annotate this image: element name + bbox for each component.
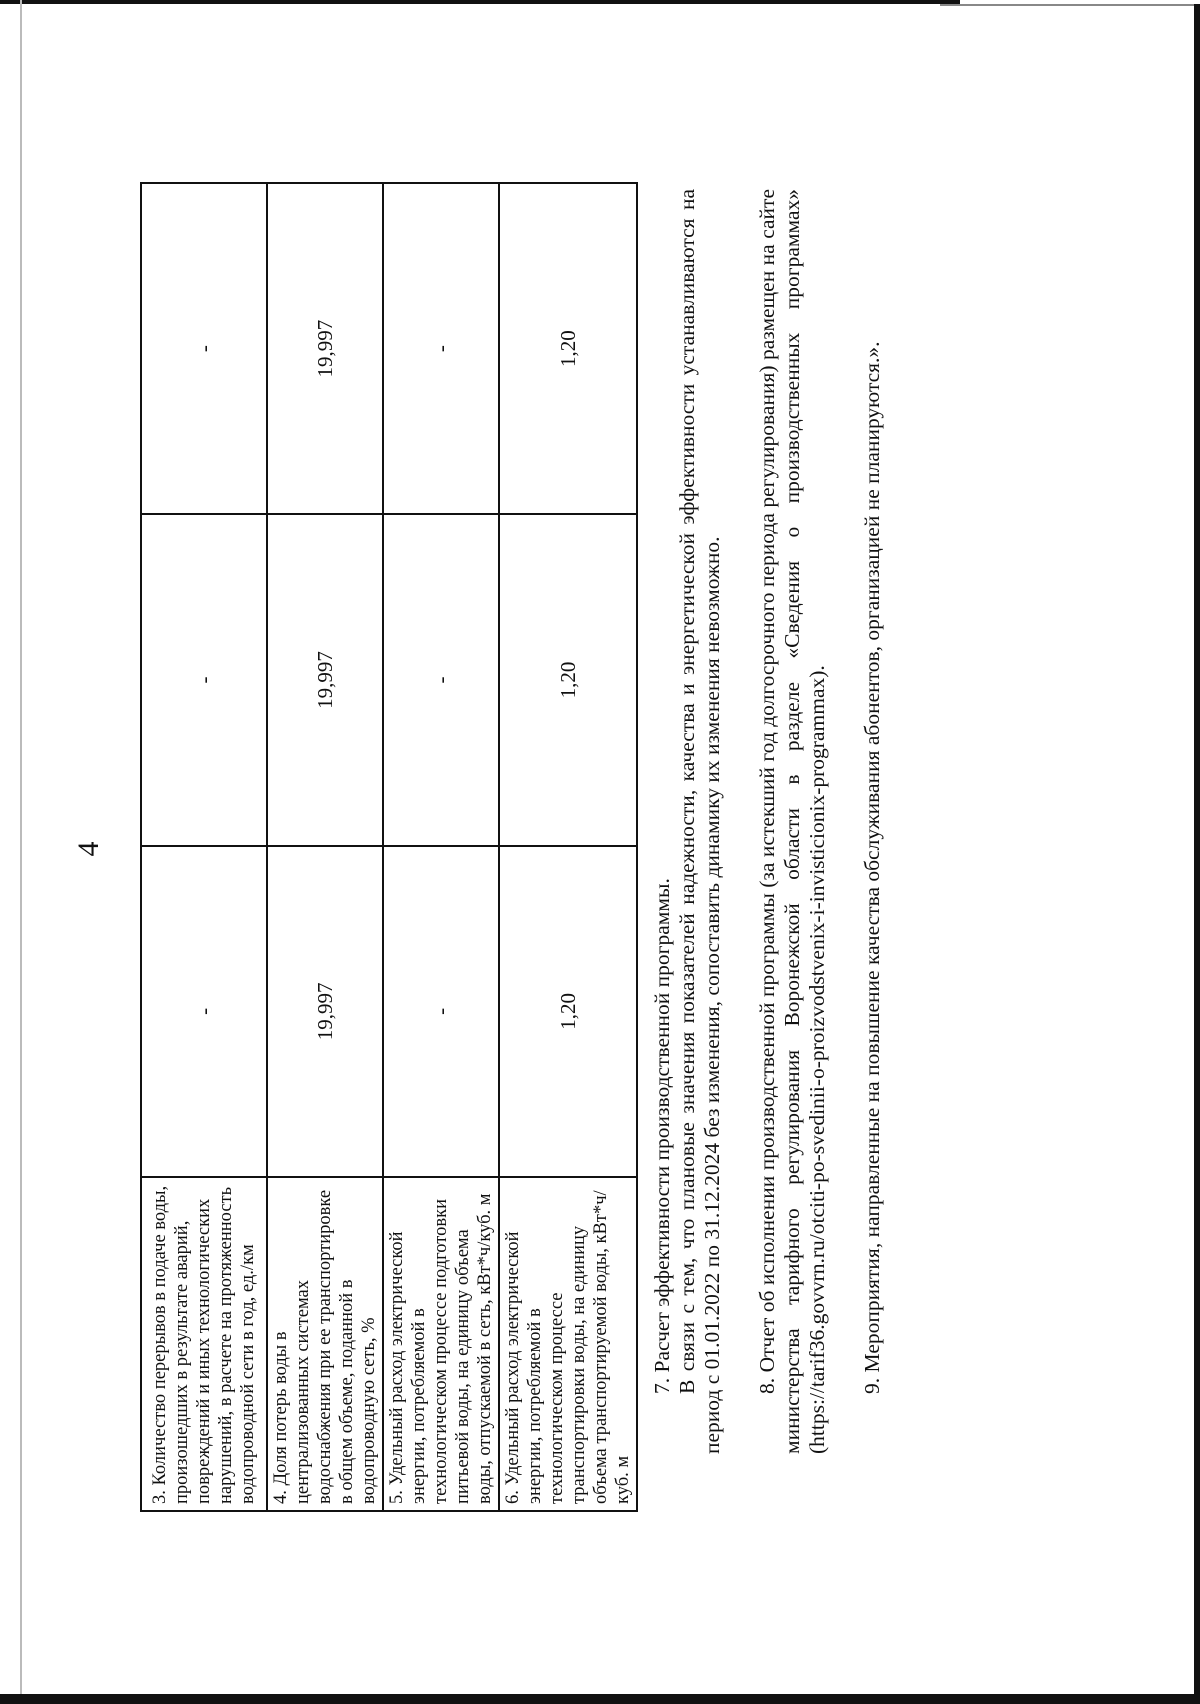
indicator-value: 19,997 [267, 183, 383, 514]
indicator-value: - [141, 846, 267, 1177]
section-9-text: 9. Мероприятия, направленные на повышение качества обслуживания абонентов, организацией не планируются.». [860, 341, 884, 1394]
indicator-value: - [383, 514, 499, 845]
section-7-title: 7. Расчет эффективности производственной программы. [650, 878, 674, 1394]
indicator-value: 19,997 [267, 514, 383, 845]
indicator-value: - [383, 183, 499, 514]
indicator-value: - [383, 846, 499, 1177]
section-8-text: 8. Отчет об исполнении производственной программы (за истекший год долгосрочного периода регулирования) размещен на сайте министерства тарифного регулирования Воронежской области в разделе «Сведения о производственных программах» (https://tarif36.govvrn.ru/otciti-po-svedinii-o-proizvodstvenix-i-invisticionix-programmax). [755, 189, 829, 1454]
document-body [650, 189, 885, 1454]
table-row [383, 183, 499, 1511]
indicator-value: 1,20 [499, 183, 637, 514]
table-row [267, 183, 383, 1511]
spacer [725, 189, 755, 1454]
section-7-text: В связи с тем, что плановые значения показателей надежности, качества и энергетической эффективности устанавливаются на период с 01.01.2022 по 31.12.2024 без изменения, сопоставить динамику их изменения невозможно. [675, 189, 724, 1454]
indicator-value: 1,20 [499, 514, 637, 845]
table-row [499, 183, 637, 1511]
table-row [141, 183, 267, 1511]
indicator-name: 4. Доля потерь воды в централизованных системах водоснабжения при ее транспортировке в общем объеме, поданной в водопроводную сеть, % [267, 1177, 383, 1511]
indicator-name: 6. Удельный расход электрической энергии, потребляемой в технологическом процессе транспортировки воды, на единицу объема транспортируемой воды, кВт*ч/куб. м [499, 1177, 637, 1511]
indicator-name: 3. Количество перерывов в подаче воды, произошедших в результате аварий, повреждений и иных технологических нарушений, в расчете на протяженность водопроводной сети в год, ед./км [141, 1177, 267, 1511]
indicator-value: - [141, 514, 267, 845]
indicator-value: 1,20 [499, 846, 637, 1177]
spacer [830, 189, 860, 1454]
indicator-value: 19,997 [267, 846, 383, 1177]
indicators-table [140, 182, 638, 1512]
page-number: 4 [72, 841, 105, 857]
indicator-name: 5. Удельный расход электрической энергии, потребляемой в технологическом процессе подготовки питьевой воды, на единицу объема воды, отпускаемой в сеть, кВт*ч/куб. м [383, 1177, 499, 1511]
indicator-value: - [141, 183, 267, 514]
